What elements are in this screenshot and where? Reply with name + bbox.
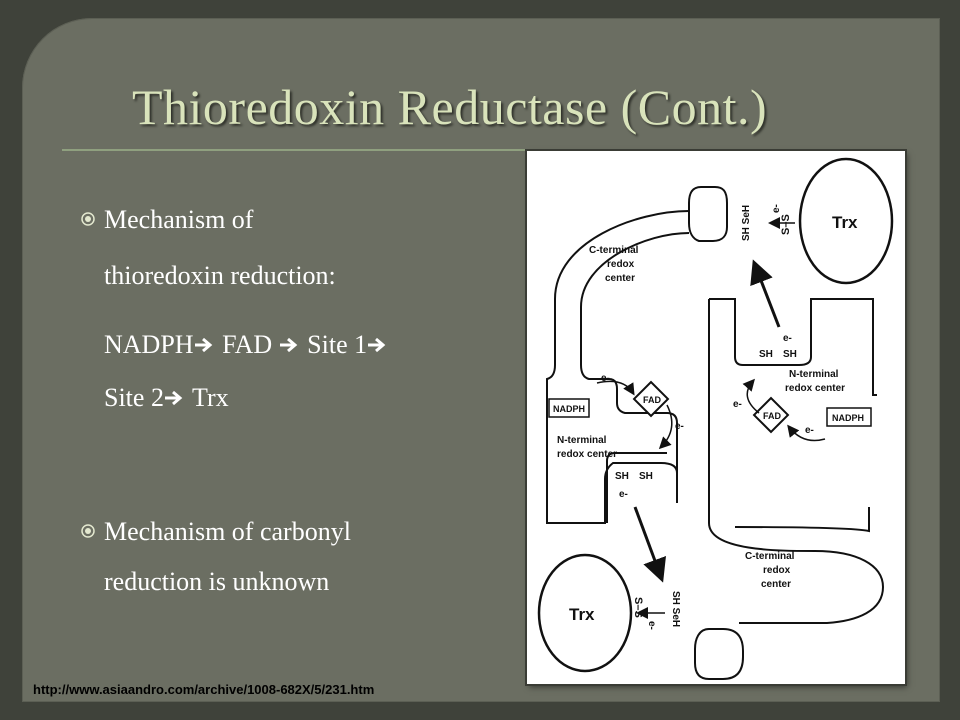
- fad-label-right: FAD: [763, 411, 781, 421]
- electron-label: e-: [601, 373, 610, 384]
- bullet-icon: [80, 523, 96, 539]
- sh-label: SH: [783, 349, 797, 360]
- electron-label: e-: [771, 204, 782, 213]
- electron-label: e-: [805, 425, 814, 436]
- trx-top-label: Trx: [832, 213, 858, 232]
- thioredoxin-reductase-diagram: [527, 151, 905, 684]
- pathway-line-2: [104, 383, 229, 413]
- bullet-2-line-2: reduction is unknown: [104, 567, 330, 596]
- bullet-1-line-1: Mechanism of: [104, 205, 254, 234]
- ss-label-bottom: S–S: [632, 597, 644, 618]
- arrow-right-icon: [194, 335, 214, 355]
- electron-label: e-: [646, 621, 657, 630]
- arrow-right-icon: [279, 335, 299, 355]
- c-terminal-label-bottom: center: [761, 579, 792, 590]
- bullet-1-line-2: thioredoxin reduction:: [104, 261, 336, 290]
- pathway-step: FAD: [222, 330, 273, 359]
- n-terminal-label-left: N-terminal: [557, 435, 607, 446]
- arrow-right-icon: [164, 388, 184, 408]
- c-terminal-label-top: C-terminal: [589, 245, 639, 256]
- arrow-right-icon: [367, 335, 387, 355]
- c-terminal-label-bottom: redox: [763, 565, 791, 576]
- c-terminal-label-top: center: [605, 273, 636, 284]
- pathway-step: Site 2: [104, 383, 164, 412]
- slide-title: Thioredoxin Reductase (Cont.): [132, 79, 768, 135]
- pathway-step: NADPH: [104, 330, 194, 359]
- n-terminal-label-right: N-terminal: [789, 369, 839, 380]
- bullet-icon: [80, 211, 96, 227]
- electron-label: e-: [733, 399, 742, 410]
- fad-label-left: FAD: [643, 395, 661, 405]
- sh-seh-label-bottom: SH SeH: [670, 591, 681, 628]
- n-terminal-label-right: redox center: [785, 383, 846, 394]
- sh-label: SH: [615, 471, 629, 482]
- sh-label: SH: [759, 349, 773, 360]
- electron-label: e-: [675, 421, 684, 432]
- n-terminal-label-left: redox center: [557, 449, 618, 460]
- nadph-label-left: NADPH: [553, 404, 586, 414]
- pathway-step: Site 1: [307, 330, 368, 359]
- sh-seh-label-top: SH SeH: [741, 204, 752, 241]
- electron-label: e-: [619, 489, 628, 500]
- sh-label: SH: [639, 471, 653, 482]
- electron-label: e-: [783, 333, 792, 344]
- pathway-step: Trx: [191, 383, 229, 412]
- nadph-label-right: NADPH: [832, 413, 865, 423]
- bullet-2-line-1: Mechanism of carbonyl: [104, 517, 351, 546]
- c-terminal-label-bottom: C-terminal: [745, 551, 795, 562]
- c-terminal-label-top: redox: [607, 259, 635, 270]
- source-link[interactable]: http://www.asiaandro.com/archive/1008-682X/5/231.htm: [33, 682, 375, 697]
- trx-bottom-label: Trx: [569, 605, 595, 624]
- ss-label-top: S–S: [780, 214, 792, 235]
- pathway-line-1: [104, 330, 389, 360]
